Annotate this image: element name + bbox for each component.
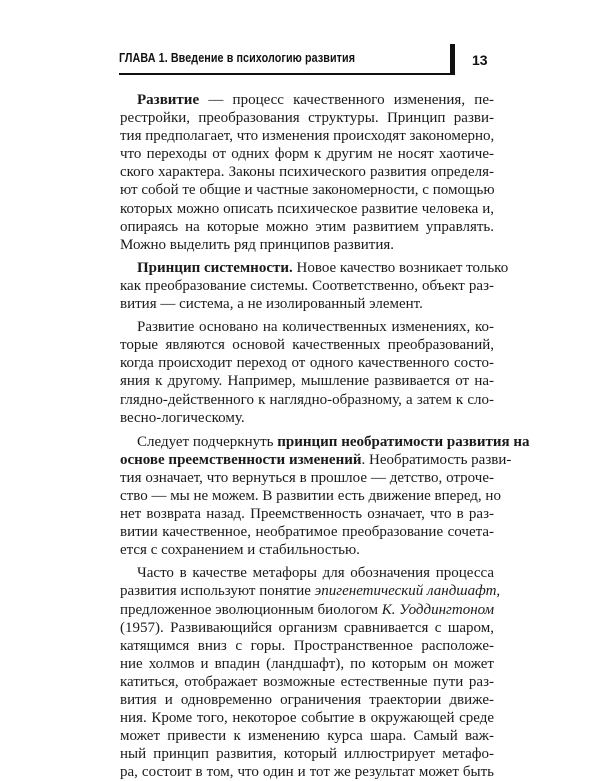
text-line: развития используют понятие эпигенетический ландшафт, <box>120 583 501 600</box>
text-line: вития — система, а не изолированный элемент. <box>120 296 423 313</box>
text-line: ство — мы не можем. В развитии есть движение вперед, но <box>120 487 501 504</box>
text-line: может привести к изменению курса шара. Самый важ- <box>120 728 494 745</box>
text-line: торые являются основой качественных преобразований, <box>120 337 494 354</box>
text-line: ние холмов и впадин (ландшафт), по которым он может <box>120 655 494 672</box>
text-line: Следует подчеркнуть принцип необратимости развития на <box>137 433 530 450</box>
text-line: тия означает, что вернуться в прошлое — детство, отроче- <box>120 469 494 486</box>
text-line: ра, состоит в том, что один и тот же результат может быть <box>120 764 494 781</box>
text-line: Принцип системности. Новое качество возникает только <box>137 259 509 276</box>
page-number: 13 <box>472 52 488 68</box>
text-line: ется с сохранением и стабильностью. <box>120 542 360 559</box>
paragraph-4 <box>120 433 530 560</box>
chapter-title: ГЛАВА 1. Введение в психологию развития <box>119 51 356 65</box>
body-text <box>120 91 530 781</box>
text-line: катиться, отображает возможные естественные пути раз- <box>120 673 494 690</box>
text-line: весно-логическому. <box>120 409 245 426</box>
paragraph-3 <box>120 318 494 427</box>
header-rule <box>119 73 455 75</box>
header-bar <box>450 44 455 75</box>
text-line: основе преемственности изменений. Необратимость разви- <box>120 451 512 468</box>
text-line: ют собой те общие и частные закономерности, с помощью <box>120 182 495 199</box>
text-line: тия предполагает, что изменения происходят закономерно, <box>120 128 495 145</box>
text-line: Развитие — процесс качественного изменения, пе- <box>137 92 494 108</box>
text-line: яния к другому. Например, мышление развивается от на- <box>120 373 494 390</box>
paragraph-1 <box>120 91 494 254</box>
text-line: (1957). Развивающийся организм сравнивается с шаром, <box>120 619 494 636</box>
paragraph-2 <box>120 259 509 313</box>
running-header <box>119 44 455 80</box>
text-line: как преобразование системы. Соответственно, объект раз- <box>120 277 494 294</box>
text-line: Можно выделить ряд принципов развития. <box>120 236 395 253</box>
text-line: ского характера. Законы психического развития определя- <box>120 164 494 181</box>
text-line: когда происходит переход от одного качественного состо- <box>120 355 494 372</box>
text-line: витии качественное, необратимое преобразование сочета- <box>120 524 494 541</box>
text-line: вития и одновременно ограничения траектории движе- <box>120 692 494 708</box>
text-line: катящимся вниз с горы. Пространственное расположе- <box>120 637 494 654</box>
text-line: ный принцип развития, который иллюстрирует метафо- <box>120 746 494 763</box>
paragraph-5 <box>120 564 501 781</box>
text-line: нет возврата назад. Преемственность означает, что в раз- <box>120 506 494 523</box>
text-line: ния. Кроме того, некоторое событие в окружающей среде <box>120 710 494 727</box>
text-line: глядно-действенного к наглядно-образному, а затем к сло- <box>120 391 494 408</box>
text-line: Развитие основано на количественных изменениях, ко- <box>137 319 494 336</box>
text-line: опираясь на которые можно этим развитием управлять. <box>120 218 494 235</box>
text-line: рестройки, преобразования структуры. Принцип разви- <box>120 110 494 127</box>
text-line: Часто в качестве метафоры для обозначения процесса <box>137 565 494 582</box>
text-line: предложенное эволюционным биологом К. Уоддингтоном <box>120 601 495 618</box>
text-line: что переходы от одних форм к другим не носят хаотиче- <box>120 146 494 163</box>
text-line: которых можно описать психическое развитие человека и, <box>120 200 494 217</box>
